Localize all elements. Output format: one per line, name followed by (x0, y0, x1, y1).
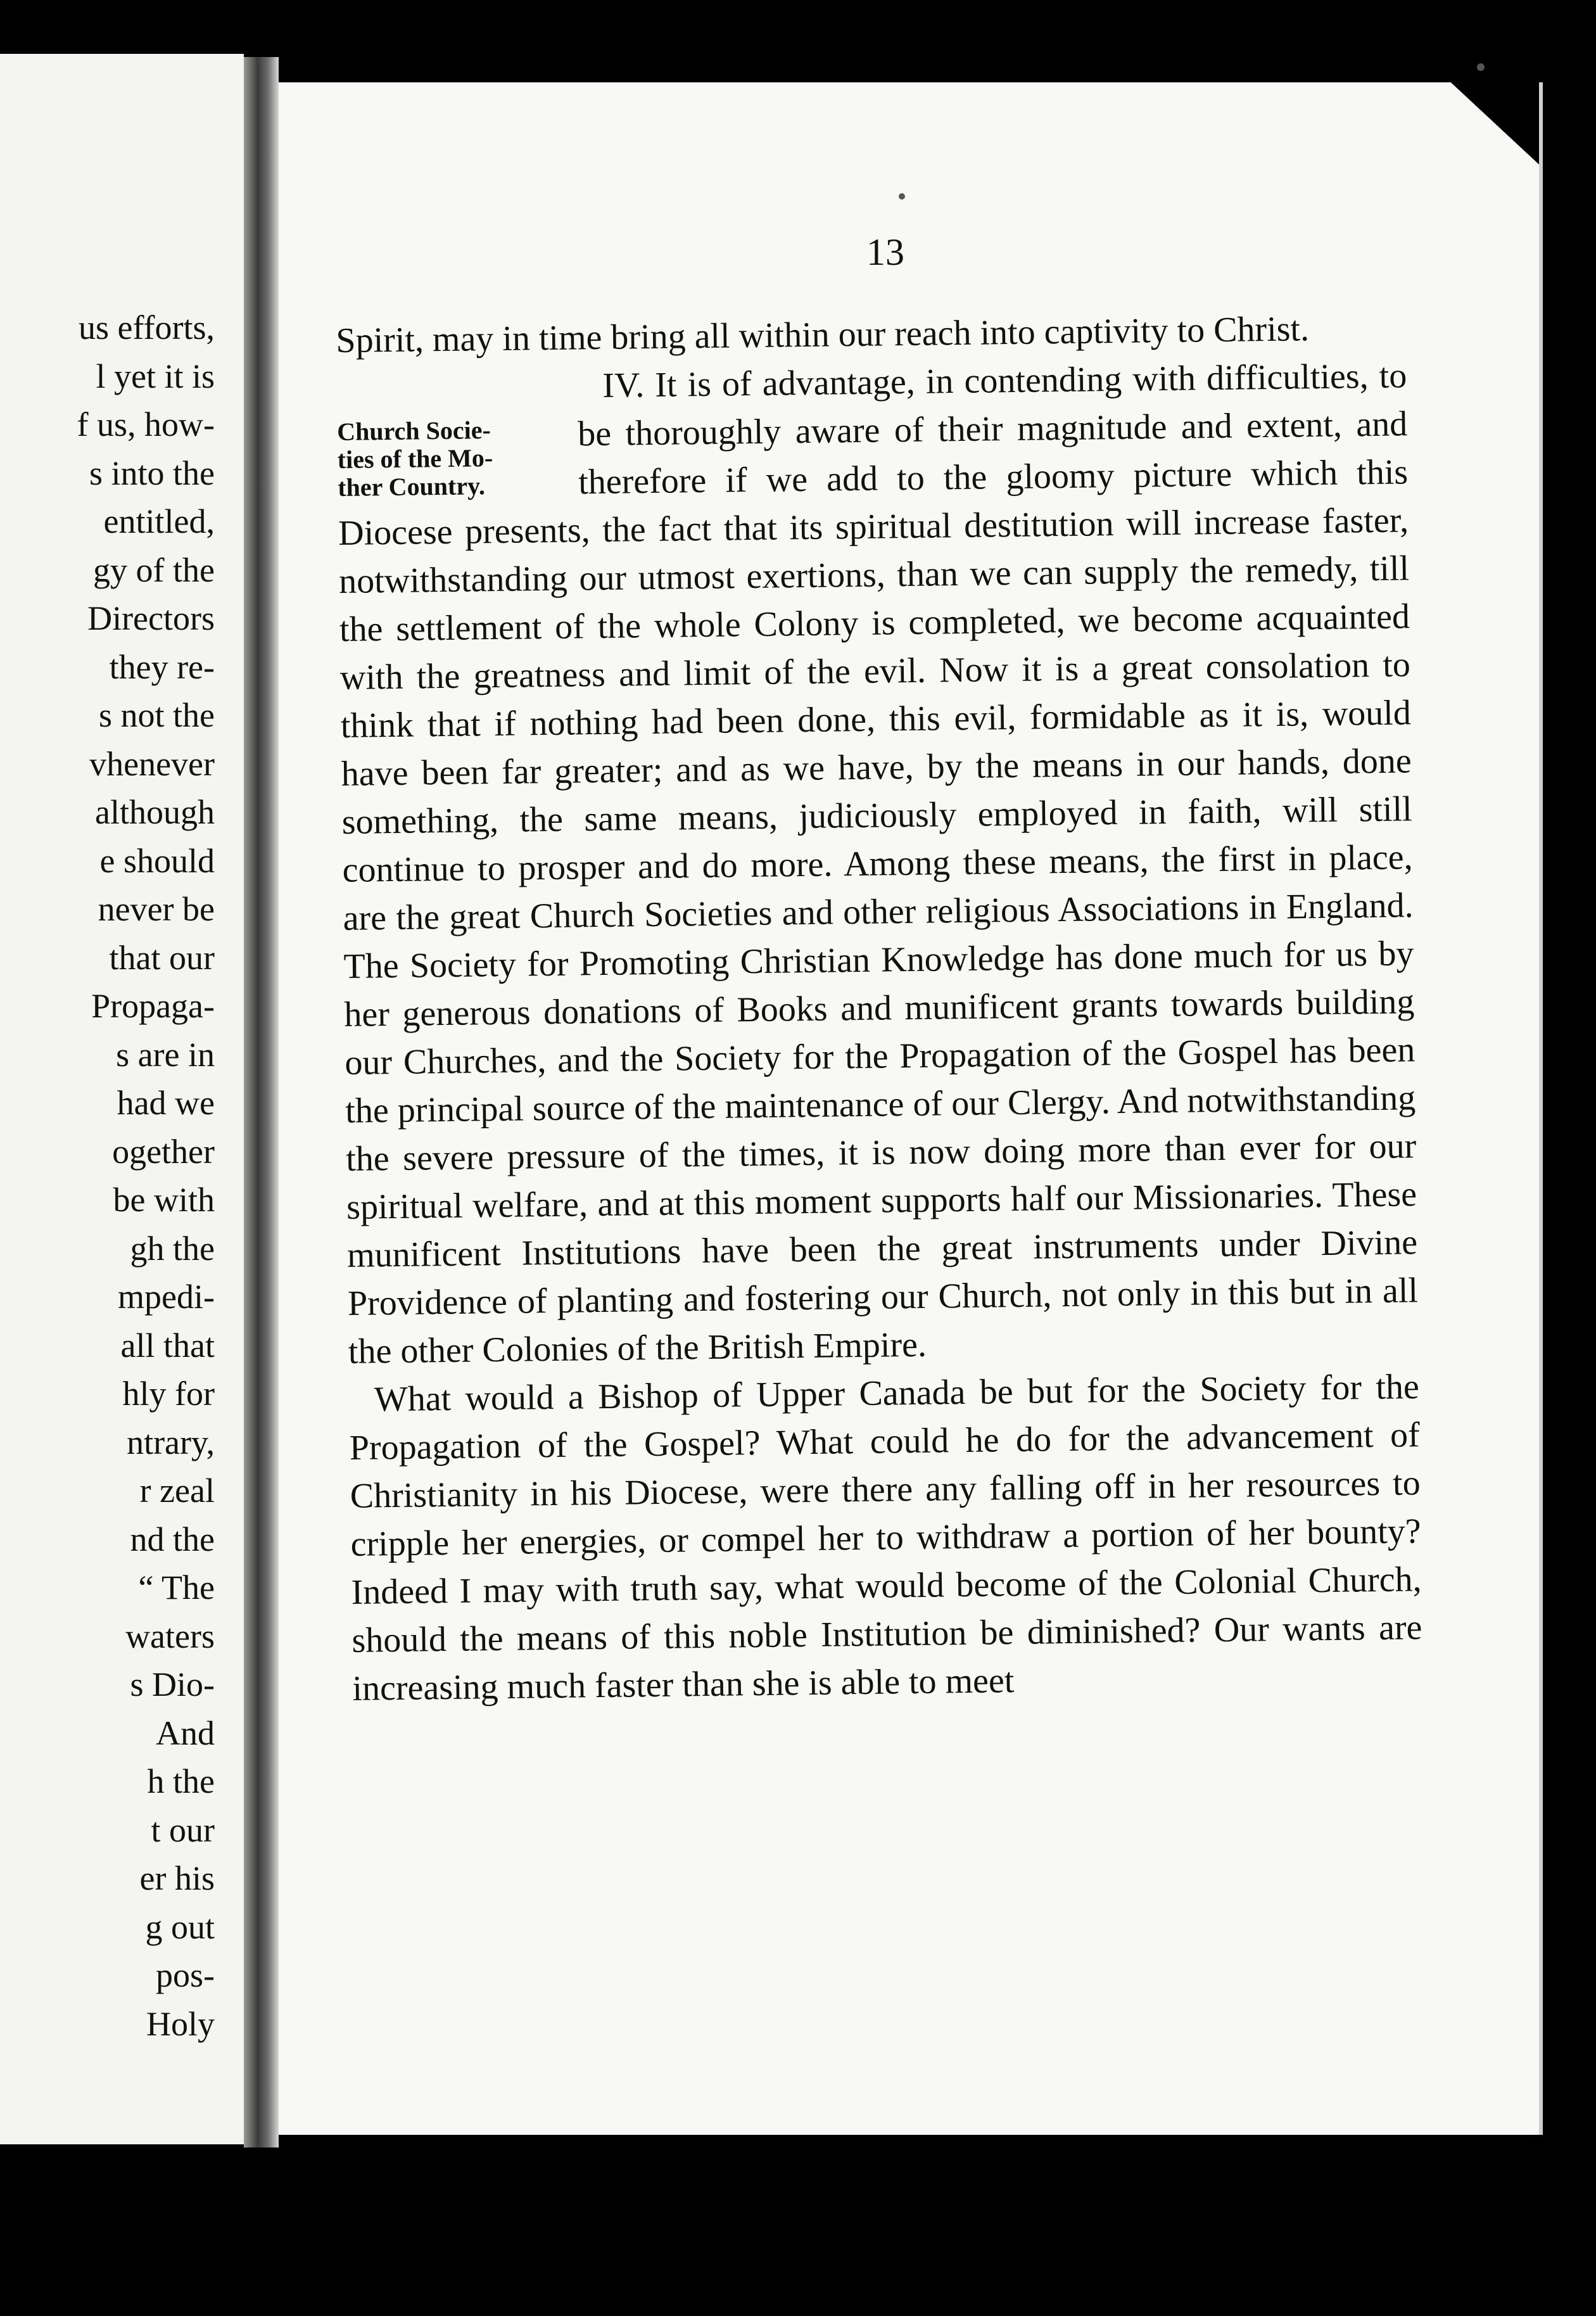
margin-note (337, 416, 566, 502)
left-page-line: although (95, 793, 215, 831)
left-page-line: ntrary, (127, 1423, 215, 1461)
left-page-line: be with (113, 1181, 215, 1219)
left-page-line: s not the (99, 696, 215, 734)
left-page-line: r zeal (139, 1472, 215, 1510)
left-page-line: h the (147, 1762, 215, 1800)
left-page-line: ogether (112, 1132, 215, 1171)
left-page-line: Propaga- (91, 987, 215, 1025)
left-page-line: pos- (156, 1956, 215, 1994)
left-page-line: Holy (146, 2004, 215, 2043)
book-gutter (244, 57, 279, 2147)
left-page-line: s are in (116, 1035, 215, 1074)
left-page-line: had we (117, 1084, 215, 1122)
margin-note-line: ties of the Mo- (337, 443, 493, 474)
left-page-line: gy of the (93, 550, 215, 589)
ink-speck (1477, 63, 1485, 71)
left-page-line: e should (99, 841, 215, 880)
left-page-line: mpedi- (118, 1278, 215, 1316)
paragraph-2: IV. It is of advantage, in contending with difficulties, to be thoroughly aware of their magnitude and extent, and therefore if we add to the gloomy picture which this Diocese presents, the fact that its spiritual destitution will increase faster, notwithstanding our utmost exertions, than we can supply the remedy, till the settlement of the whole Colony is completed, we become acquainted with the greatness and limit of the evil. Now it is a great consolation to think that if nothing had been done, this evil, formidable as it is, would have been far greater; and as we have, by the means in our hands, done something, the same means, judiciously employed in faith, will still continue to prosper and do more. Among these means, the first in place, are the great Church Societies and other religious Associations in England. The Society for Promoting Christian Knowledge has done much for us by her generous donations of Books and munificent grants towards building our Churches, and the Society for the Propagation of the Gospel has been the principal source of the maintenance of our Clergy. And notwithstanding the severe pressure of the times, it is now doing more than ever for our spiritual welfare, and at this moment supports half our Missionaries. These munificent Institutions have been the great instruments under Divine Providence of planting and fostering our Church, not only in this but in all the other Colonies of the British Empire. (338, 356, 1419, 1371)
left-page-line: Directors (87, 599, 215, 637)
left-page-line: er his (139, 1859, 215, 1897)
left-page-line: gh the (130, 1229, 215, 1268)
left-page-line: hly for (122, 1375, 215, 1413)
left-page-line: And (156, 1714, 215, 1752)
left-page-line: all that (120, 1326, 215, 1365)
paragraph-3: What would a Bishop of Upper Canada be but for the Society for the Propagation of the Gospel? What could he do for the advancement of Christianity in his Diocese, were there any falling off in her resources to cripple her energies, or compel her to withdraw a portion of her bounty? Indeed I may with truth say, what would become of the Colonial Church, should the means of this noble Institution be diminished? Our wants are increasing much faster than she is able to meet (349, 1367, 1422, 1708)
ink-speck (899, 193, 905, 200)
left-page (0, 54, 244, 2144)
page-edge (1539, 82, 1543, 2135)
left-page-line: us efforts, (79, 309, 215, 347)
margin-note-line: ther Country. (338, 471, 486, 502)
left-page-line: nd the (130, 1520, 215, 1558)
left-page-line: l yet it is (96, 357, 215, 395)
margin-note-line: Church Socie- (336, 416, 491, 446)
left-page-line: t our (151, 1810, 215, 1849)
paragraph-1: Spirit, may in time bring all within our reach into captivity to Christ. (336, 309, 1310, 360)
left-page-line: entitled, (103, 502, 215, 540)
left-page-line: that our (109, 938, 215, 977)
left-page-line: s into the (89, 454, 215, 492)
left-page-line: they re- (109, 647, 215, 686)
left-page-line: s Dio- (130, 1665, 215, 1703)
left-page-line: vhenever (89, 744, 215, 783)
left-page-line: f us, how- (77, 405, 215, 443)
left-page-line: waters (125, 1617, 215, 1655)
left-page-line: g out (145, 1907, 215, 1946)
left-page-line: never be (98, 890, 215, 928)
page-body (336, 303, 1423, 1712)
left-page-line: “ The (138, 1568, 215, 1607)
page-number: 13 (866, 231, 904, 273)
